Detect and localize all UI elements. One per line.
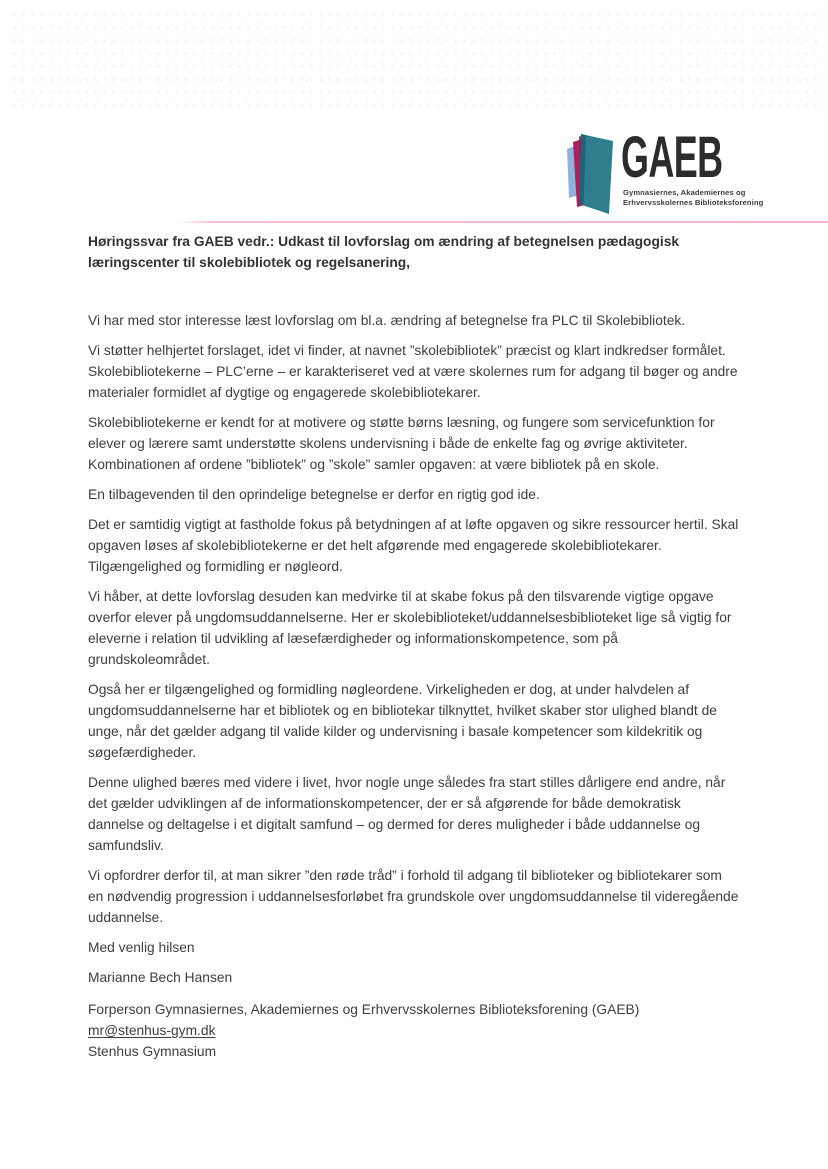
body-paragraph: Også her er tilgængelighed og formidling nøgleordene. Virkeligheden er dog, at under halvdelen af ungdomsuddannelserne har et bibliotek og en bibliotekar tilknyttet, hvilket skaber stor ulighed blandt de unge, når det gælder adgang til valide kilder og undervisning i basale kompetencer som kildekritik og søgefærdigheder. [88, 682, 717, 760]
scan-noise-artifact [10, 8, 818, 108]
gaeb-logo-books-icon [566, 132, 614, 216]
letter-heading: Høringssvar fra GAEB vedr.: Udkast til lovforslag om ændring af betegnelsen pædagogisk læringscenter til skolebibliotek og regelsanering, [88, 234, 680, 270]
signature-email-line [88, 1020, 740, 1041]
body-paragraph: Vi opfordrer derfor til, at man sikrer ”den røde tråd” i forhold til adgang til biblioteker og bibliotekarer som en nødvendig progression i uddannelsesforløbet fra grundskole over ungdomsuddannelse til videregående uddannelse. [88, 868, 739, 925]
body-paragraph: Denne ulighed bæres med videre i livet, hvor nogle unge således fra start stilles dårligere end andre, når det gælder udviklingen af de informationskompetencer, der er så afgørende for både demokratisk dannelse og deltagelse i et digitalt samfund – og dermed for deres muligheder i både uddannelse og samfundsliv. [88, 775, 726, 853]
signature-block [88, 937, 740, 1062]
signature-name: Marianne Bech Hansen [88, 970, 233, 985]
email-link[interactable]: mr@stenhus-gym.dk [88, 1023, 216, 1038]
gaeb-logo-subtitle-line1: Gymnasiernes, Akademiernes og [623, 188, 746, 197]
body-paragraph: Vi har med stor interesse læst lovforslag om bl.a. ændring af betegnelse fra PLC til Skolebibliotek. [88, 313, 686, 328]
gaeb-logo [566, 125, 785, 216]
gaeb-logo-text [621, 125, 785, 207]
body-paragraph: Skolebibliotekerne er kendt for at motivere og støtte børns læsning, og fungere som servicefunktion for elever og lærere samt understøtte skolens undervisning i både de enkelte fag og øvrige aktiviteter. Kombinationen af ordene ”bibliotek” og ”skole” samler opgaven: at være bibliotek på en skole. [88, 415, 715, 472]
gaeb-logo-subtitle [623, 188, 785, 207]
signature-role: Forperson Gymnasiernes, Akademiernes og Erhvervsskolernes Biblioteksforening (GAEB) [88, 1002, 640, 1017]
gaeb-logo-acronym: GAEB [621, 125, 723, 190]
body-paragraph: Vi støtter helhjertet forslaget, idet vi finder, at navnet ”skolebibliotek” præcist og klart indkredser formålet. Skolebibliotekerne – PLC’erne – er karakteriseret ved at være skolernes rum for adgang til bøger og andre materialer formidlet af dygtige og engagerede skolebibliotekarer. [88, 343, 738, 400]
signature-closing: Med venlig hilsen [88, 940, 195, 955]
signature-institution: Stenhus Gymnasium [88, 1044, 217, 1059]
gaeb-logo-subtitle-line2: Erhvervsskolernes Biblioteksforening [623, 197, 764, 207]
body-paragraph: En tilbagevenden til den oprindelige betegnelse er derfor en rigtig god ide. [88, 487, 540, 502]
letter-content [88, 231, 740, 1062]
header-divider [176, 221, 828, 223]
body-paragraph: Vi håber, at dette lovforslag desuden kan medvirke til at skabe fokus på den tilsvarende vigtige opgave overfor elever på ungdomsuddannelserne. Her er skolebiblioteket/uddannelsesbiblioteket lige så vigtig for eleverne i relation til udvikling af læsefærdigheder og informationskompetence, som på grundskoleområdet. [88, 589, 732, 667]
body-paragraph: Det er samtidig vigtigt at fastholde fokus på betydningen af at løfte opgaven og sikre ressourcer hertil. Skal opgaven løses af skolebibliotekerne er det helt afgørende med engagerede skolebibliotekarer. Tilgængelighed og formidling er nøgleord. [88, 517, 739, 574]
